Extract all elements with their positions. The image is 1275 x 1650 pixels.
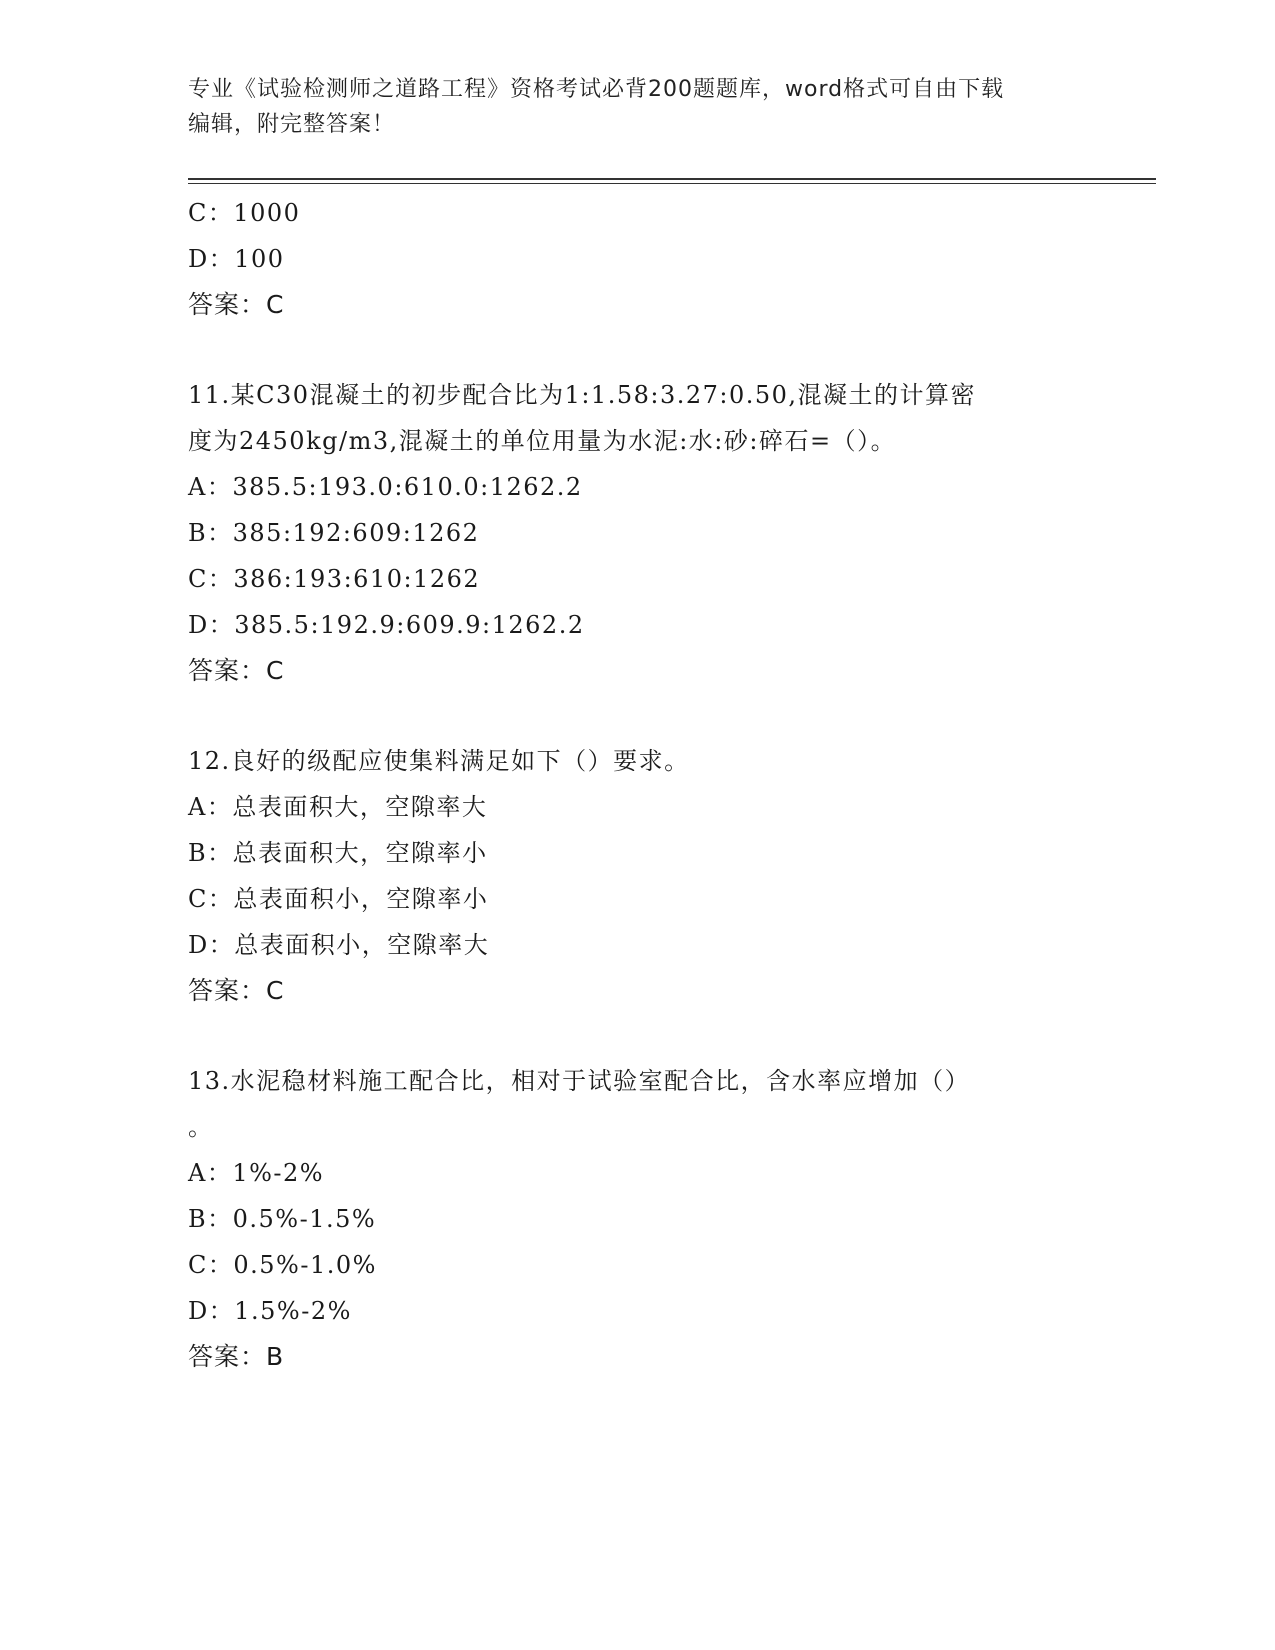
option-a: A：总表面积大，空隙率大	[188, 793, 488, 821]
answer-line: 答案：B	[188, 1342, 285, 1371]
option-a: A：1%-2%	[188, 1159, 325, 1187]
question-13	[188, 1058, 1068, 1380]
question-stem-line-1: 13.水泥稳材料施工配合比，相对于试验室配合比，含水率应增加（）	[188, 1067, 971, 1095]
option-b: B：总表面积大，空隙率小	[188, 839, 488, 867]
page-header	[188, 72, 1068, 142]
option-d: D：1.5%-2%	[188, 1297, 352, 1325]
answer-line: 答案：C	[188, 656, 285, 685]
question-stem-line-2: 。	[188, 1113, 214, 1141]
question-stem-line-1: 11.某C30混凝土的初步配合比为1:1.58:3.27:0.50,混凝土的计算密	[188, 381, 977, 409]
question-10-tail	[188, 190, 1068, 328]
option-d: D：100	[188, 245, 285, 273]
option-a: A：385.5:193.0:610.0:1262.2	[188, 473, 583, 501]
option-c: C：0.5%-1.0%	[188, 1251, 377, 1279]
option-c: C：386:193:610:1262	[188, 565, 481, 593]
document-body	[188, 190, 1068, 1380]
option-d: D：总表面积小，空隙率大	[188, 931, 490, 959]
answer-line: 答案：C	[188, 976, 285, 1005]
answer-line: 答案：C	[188, 290, 285, 319]
question-stem-line-1: 12.良好的级配应使集料满足如下（）要求。	[188, 747, 690, 775]
question-12	[188, 738, 1068, 1014]
option-d: D：385.5:192.9:609.9:1262.2	[188, 611, 585, 639]
option-b: B：0.5%-1.5%	[188, 1205, 377, 1233]
question-11	[188, 372, 1068, 694]
header-title-line-1: 专业《试验检测师之道路工程》资格考试必背200题题库，word格式可自由下载	[188, 77, 1005, 102]
header-divider	[188, 178, 1156, 184]
question-stem-line-2: 度为2450kg/m3,混凝土的单位用量为水泥:水:砂:碎石=（）。	[188, 427, 897, 455]
option-c: C：总表面积小，空隙率小	[188, 885, 489, 913]
header-title-line-2: 编辑，附完整答案！	[188, 112, 396, 137]
option-c: C：1000	[188, 199, 301, 227]
option-b: B：385:192:609:1262	[188, 519, 480, 547]
